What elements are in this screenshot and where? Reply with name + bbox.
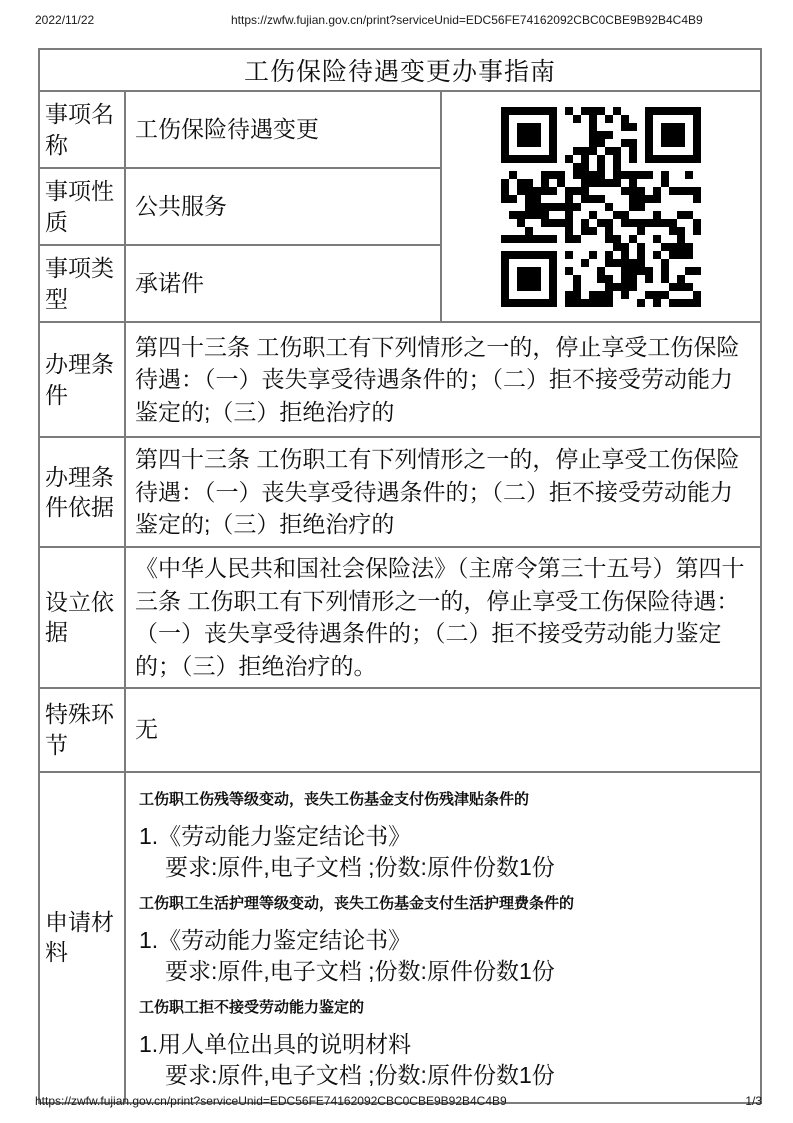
material-condition: 工伤职工拒不接受劳动能力鉴定的 [139, 998, 365, 1016]
row-value-special-steps: 无 [125, 688, 761, 772]
row-value-legal-basis: 《中华人民共和国社会保险法》（主席令第三十五号）第四十三条 工伤职工有下列情形之一的，停止享受工伤保险待遇：（一）丧失享受待遇条件的；（二）拒不接受劳动能力鉴定的；（三）拒绝治疗的。 [125, 547, 761, 688]
table-row [39, 322, 761, 437]
print-header [35, 13, 762, 29]
table-row [39, 437, 761, 547]
row-value-item-name: 工伤保险待遇变更 [125, 91, 441, 168]
table-row [39, 91, 761, 168]
material-requirement: 要求:原件,电子文档 ;份数:原件份数1份 [165, 853, 555, 880]
page-title: 工伤保险待遇变更办事指南 [39, 49, 761, 91]
row-value-item-type: 承诺件 [125, 245, 441, 322]
print-footer [35, 1094, 762, 1110]
row-label-materials: 申请材料 [39, 772, 125, 1103]
row-label-special-steps: 特殊环节 [39, 688, 125, 772]
page-number: 1/3 [745, 1094, 762, 1108]
qr-cell [441, 91, 761, 322]
row-value-item-nature: 公共服务 [125, 168, 441, 245]
row-label-conditions: 办理条件 [39, 322, 125, 437]
material-item: 1.《劳动能力鉴定结论书》 [139, 823, 412, 850]
row-label-legal-basis: 设立依据 [39, 547, 125, 688]
table-row [39, 688, 761, 772]
row-value-conditions: 第四十三条 工伤职工有下列情形之一的，停止享受工伤保险待遇：（一）丧失享受待遇条件的；（二）拒不接受劳动能力鉴定的;（三）拒绝治疗的 [125, 322, 761, 437]
print-footer-url: https://zwfw.fujian.gov.cn/print?serviceUnid=EDC56FE74162092CBC0CBE9B92B4C4B9 [35, 1094, 507, 1108]
material-condition: 工伤职工伤残等级变动，丧失工伤基金支付伤残津贴条件的 [139, 790, 530, 808]
table-row [39, 772, 761, 1103]
material-condition: 工伤职工生活护理等级变动，丧失工伤基金支付生活护理费条件的 [139, 894, 575, 912]
row-label-item-nature: 事项性质 [39, 168, 125, 245]
qr-code-icon [442, 107, 760, 307]
row-label-item-type: 事项类型 [39, 245, 125, 322]
print-header-url: https://zwfw.fujian.gov.cn/print?serviceUnid=EDC56FE74162092CBC0CBE9B92B4C4B9 [231, 13, 703, 27]
row-value-materials [125, 772, 761, 1103]
material-item: 1.《劳动能力鉴定结论书》 [139, 927, 412, 954]
material-requirement: 要求:原件,电子文档 ;份数:原件份数1份 [165, 1061, 555, 1088]
print-date: 2022/11/22 [35, 13, 95, 27]
row-label-condition-basis: 办理条件依据 [39, 437, 125, 547]
service-guide-table [38, 48, 762, 1104]
table-row [39, 547, 761, 688]
material-item: 1.用人单位出具的说明材料 [139, 1031, 412, 1058]
row-label-item-name: 事项名称 [39, 91, 125, 168]
table-row [39, 49, 761, 91]
row-value-condition-basis: 第四十三条 工伤职工有下列情形之一的，停止享受工伤保险待遇：（一）丧失享受待遇条件的；（二）拒不接受劳动能力鉴定的;（三）拒绝治疗的 [125, 437, 761, 547]
material-requirement: 要求:原件,电子文档 ;份数:原件份数1份 [165, 957, 555, 984]
